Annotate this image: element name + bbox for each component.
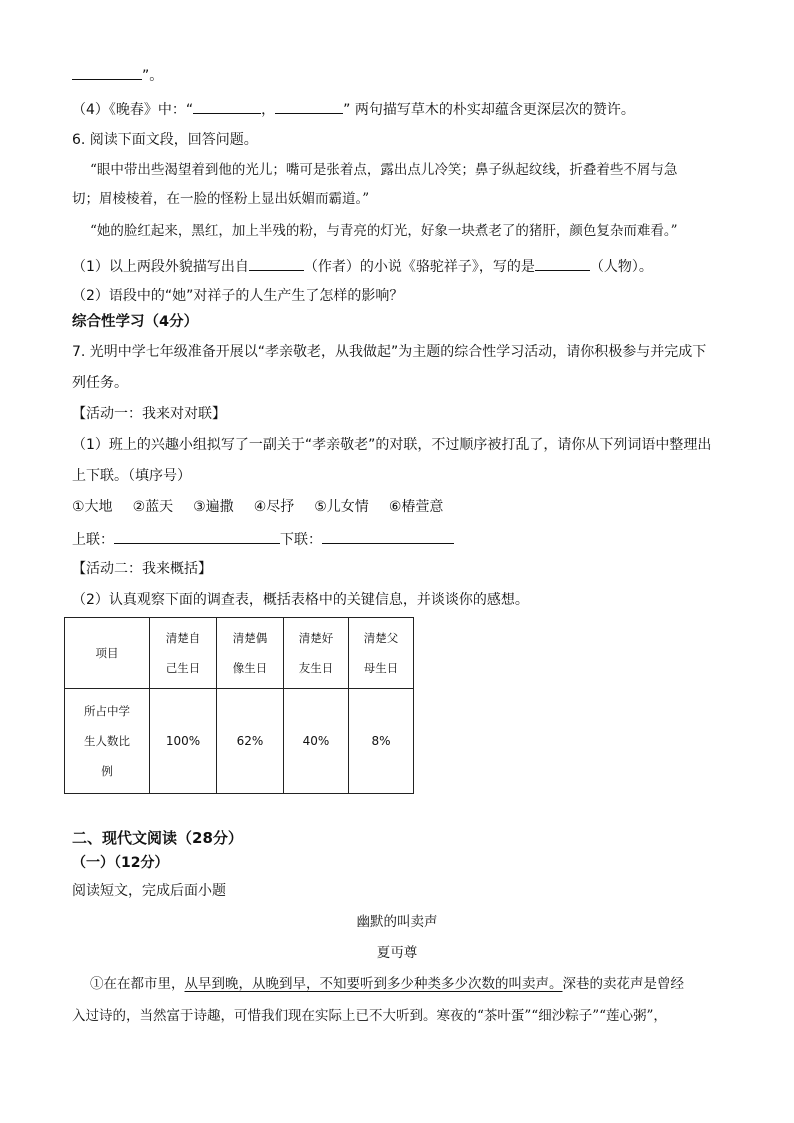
q6-passage-1-line1: “眼中带出些渴望着到他的光儿；嘴可是张着点，露出点儿冷笑；鼻子纵起纹线，折叠着些不屑与急	[90, 162, 678, 178]
value-c2: 62%	[217, 689, 284, 794]
q6-title: 6. 阅读下面文段，回答问题。	[72, 132, 258, 148]
q4-blank-2[interactable]	[275, 98, 343, 114]
section2-heading: 二、现代文阅读（28分）	[72, 829, 243, 847]
character-blank[interactable]	[535, 255, 590, 271]
header-c2-l2: 像生日	[232, 661, 268, 675]
upper-couplet-label: 上联：	[72, 532, 114, 548]
lower-couplet-blank[interactable]	[322, 528, 454, 544]
header-c3-l1: 清楚好	[298, 631, 334, 645]
value-c4: 8%	[349, 689, 414, 794]
q7-line1: 7. 光明中学七年级准备开展以“孝亲敬老，从我做起”为主题的综合性学习活动，请你积极参与并完成下	[72, 344, 707, 360]
q4-suffix: ” 两句描写草木的朴实却蕴含更深层次的赞许。	[343, 102, 635, 118]
q6-sub1	[72, 255, 653, 277]
article-title: 幽默的叫卖声	[356, 914, 438, 930]
answer-blank[interactable]	[72, 64, 142, 80]
q4-blank-1[interactable]	[193, 98, 261, 114]
header-c1	[150, 618, 217, 689]
survey-table	[64, 617, 414, 794]
closing-quote: ”。	[142, 68, 164, 84]
previous-answer-line	[72, 64, 163, 86]
header-item: 项目	[65, 618, 150, 689]
section-heading-zonghe: 综合性学习（4分）	[72, 314, 199, 330]
option-3: ③遍撒	[193, 499, 234, 515]
option-2: ②蓝天	[132, 499, 174, 515]
row-label-l3: 例	[101, 764, 113, 778]
q7-line2: 列任务。	[72, 375, 128, 391]
article-author: 夏丏尊	[376, 945, 418, 961]
q6-sub1-text-a: （1）以上两段外貌描写出自	[72, 259, 249, 275]
header-c4-l1: 清楚父	[363, 631, 399, 645]
header-c4	[349, 618, 414, 689]
lower-couplet-label: 下联：	[280, 532, 322, 548]
article-p1-line2: 入过诗的，当然富于诗趣，可惜我们现在实际上已不大听到。寒夜的“茶叶蛋”“细沙粽子”“莲心粥”，	[72, 1008, 667, 1024]
q7-sub1-line1: （1）班上的兴趣小组拟写了一副关于“孝亲敬老”的对联，不过顺序被打乱了，请你从下列词语中整理出	[72, 437, 712, 453]
q4-sep: ，	[261, 102, 276, 118]
value-c1: 100%	[150, 689, 217, 794]
row-label-l2: 生人数比	[84, 734, 130, 748]
q4-prefix: （4）《晚春》中：“	[72, 102, 194, 118]
table-row	[65, 689, 414, 794]
header-c3	[284, 618, 349, 689]
activity1-heading: 【活动一：我来对对联】	[72, 406, 226, 422]
q6-sub2: （2）语段中的“她”对祥子的人生产生了怎样的影响？	[72, 288, 404, 304]
option-4: ④尽抒	[253, 499, 295, 515]
p1-underlined: 从早到晚，从晚到早，不知要听到多少种类多少次数的叫卖声。	[184, 976, 563, 992]
author-blank[interactable]	[249, 255, 304, 271]
value-c3: 40%	[284, 689, 349, 794]
part1-heading: （一）（12分）	[72, 855, 169, 871]
header-c1-l1: 清楚自	[165, 631, 201, 645]
p1-text-b: 深巷的卖花声是曾经	[562, 976, 684, 992]
article-p1-line1	[90, 974, 684, 994]
option-5: ⑤儿女情	[314, 499, 369, 515]
row-label-l1: 所占中学	[84, 704, 130, 718]
p1-text-a: ①在在都市里，	[90, 976, 185, 992]
header-c3-l2: 友生日	[298, 661, 334, 675]
couplet-answer-line	[72, 528, 454, 550]
q6-passage-2: “她的脸红起来，黑红，加上半残的粉，与青亮的灯光，好象一块煮老了的猪肝，颜色复杂而难看。”	[90, 223, 678, 239]
header-c2-l1: 清楚偶	[232, 631, 268, 645]
q7-sub2: （2）认真观察下面的调查表，概括表格中的关键信息，并谈谈你的感想。	[72, 592, 529, 608]
q6-sub1-text-c: （人物）。	[589, 259, 653, 275]
header-c1-l2: 己生日	[165, 661, 201, 675]
header-c2	[217, 618, 284, 689]
q7-sub1-line2: 上下联。（填序号）	[72, 468, 191, 484]
table-header-row	[65, 618, 414, 689]
word-options	[72, 497, 443, 517]
q4-line	[72, 98, 635, 120]
activity2-heading: 【活动二：我来概括】	[72, 561, 212, 577]
option-1: ①大地	[72, 499, 113, 515]
row-label	[65, 689, 150, 794]
q6-sub1-text-b: （作者）的小说《骆驼祥子》，写的是	[303, 259, 535, 275]
header-c4-l2: 母生日	[363, 661, 399, 675]
option-6: ⑥椿萱意	[388, 499, 444, 515]
q6-passage-1-line2: 切；眉棱棱着，在一脸的怪粉上显出妖媚而霸道。”	[72, 191, 370, 207]
reading-instruction: 阅读短文，完成后面小题	[72, 883, 226, 899]
upper-couplet-blank[interactable]	[114, 528, 280, 544]
